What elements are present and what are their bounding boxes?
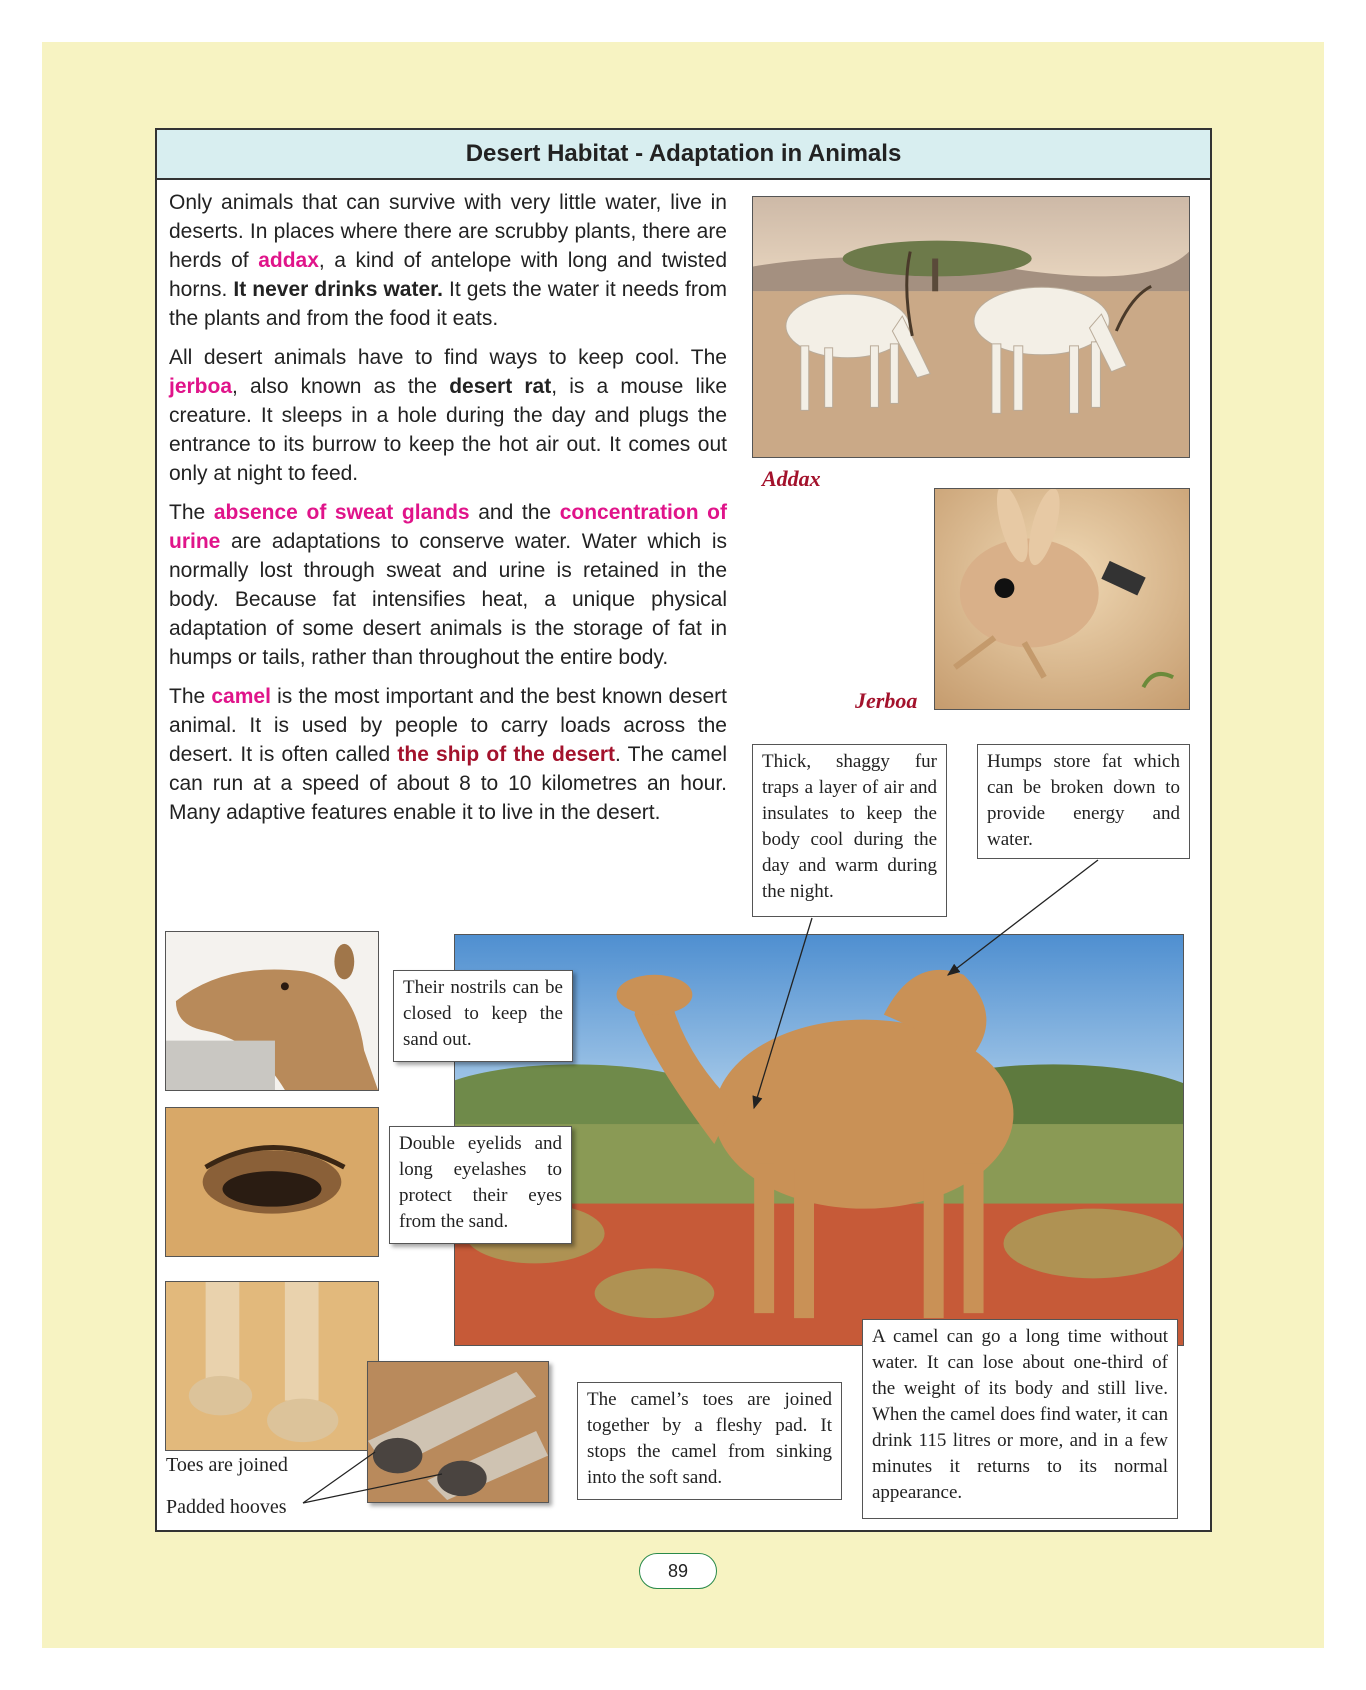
term-addax: addax	[258, 249, 319, 272]
text-run: , a kind of antelope with long and twisted horns.	[169, 249, 727, 301]
never-drinks-text: It never drinks water.	[233, 278, 443, 301]
addax-photo	[752, 196, 1190, 458]
paragraph-adaptations	[169, 498, 727, 672]
term-sweat-glands: absence of sweat glands	[213, 501, 470, 524]
term-camel: camel	[211, 685, 271, 708]
text-run: The	[169, 685, 212, 708]
text-run: . The camel can run at a speed of about 8 to 10 kilometres an hour. Many adaptive features enable it to live in the desert.	[169, 743, 727, 824]
humps-note: Humps store fat which can be broken down to provide energy and water.	[977, 744, 1190, 859]
text-run: Only animals that can survive with very little water, live in deserts. In places where there are scrubby plants, there are herds of	[169, 191, 727, 272]
toes-note: The camel’s toes are joined together by a fleshy pad. It stops the camel from sinking into the soft sand.	[577, 1382, 842, 1500]
paragraph-jerboa	[169, 343, 727, 488]
jerboa-caption: Jerboa	[855, 688, 918, 713]
paragraph-camel	[169, 682, 727, 827]
text-run: , is a mouse like creature. It sleeps in a hole during the day and plugs the entrance to its burrow to keep the hot air out. It comes out only at night to feed.	[169, 375, 728, 485]
term-urine: concentration of urine	[169, 501, 727, 553]
page-number: 89	[639, 1553, 717, 1589]
hooves-photo	[367, 1361, 549, 1503]
term-jerboa: jerboa	[169, 375, 233, 398]
text-run: The	[169, 501, 214, 524]
term-ship-of-desert: the ship of the desert	[397, 743, 616, 766]
toes-joined-label: Toes are joined	[166, 1454, 288, 1476]
page-title: Desert Habitat - Adaptation in Animals	[465, 140, 902, 167]
addax-caption: Addax	[762, 466, 821, 491]
camel-head-photo	[165, 931, 379, 1091]
text-run: are adaptations to conserve water. Water which is normally lost through sweat and urine is retained in the body. Because fat intensifies heat, a unique physical adaptation of some desert animals is the storage of fat in humps or tails, rather than throughout the entire body.	[169, 530, 727, 669]
term-desert-rat: desert rat	[449, 375, 552, 398]
text-run: All desert animals have to find ways to keep cool. The	[169, 346, 727, 369]
fur-note: Thick, shaggy fur traps a layer of air and insulates to keep the body cool during the day and warm during the night.	[752, 744, 947, 917]
title-bar	[157, 130, 1210, 180]
nostrils-note: Their nostrils can be closed to keep the sand out.	[393, 970, 573, 1062]
padded-hooves-label: Padded hooves	[166, 1496, 287, 1518]
water-note: A camel can go a long time without water. It can lose about one-third of the weight of its body and still live. When the camel does find water, it can drink 115 litres or more, and in a few minutes it returns to its normal appearance.	[862, 1319, 1178, 1519]
camel-eye-photo	[165, 1107, 379, 1257]
paragraph-addax	[169, 188, 727, 333]
text-run: It gets the water it needs from the plants and from the food it eats.	[169, 278, 727, 330]
body-text	[169, 188, 727, 837]
camel-feet-photo	[165, 1281, 379, 1451]
eyelids-note: Double eyelids and long eyelashes to protect their eyes from the sand.	[389, 1126, 572, 1244]
text-run: is the most important and the best known desert animal. It is used by people to carry loads across the desert. It is often called	[169, 685, 727, 766]
jerboa-photo	[934, 488, 1190, 710]
text-run: , also known as the	[232, 375, 450, 398]
text-run: and the	[469, 501, 560, 524]
